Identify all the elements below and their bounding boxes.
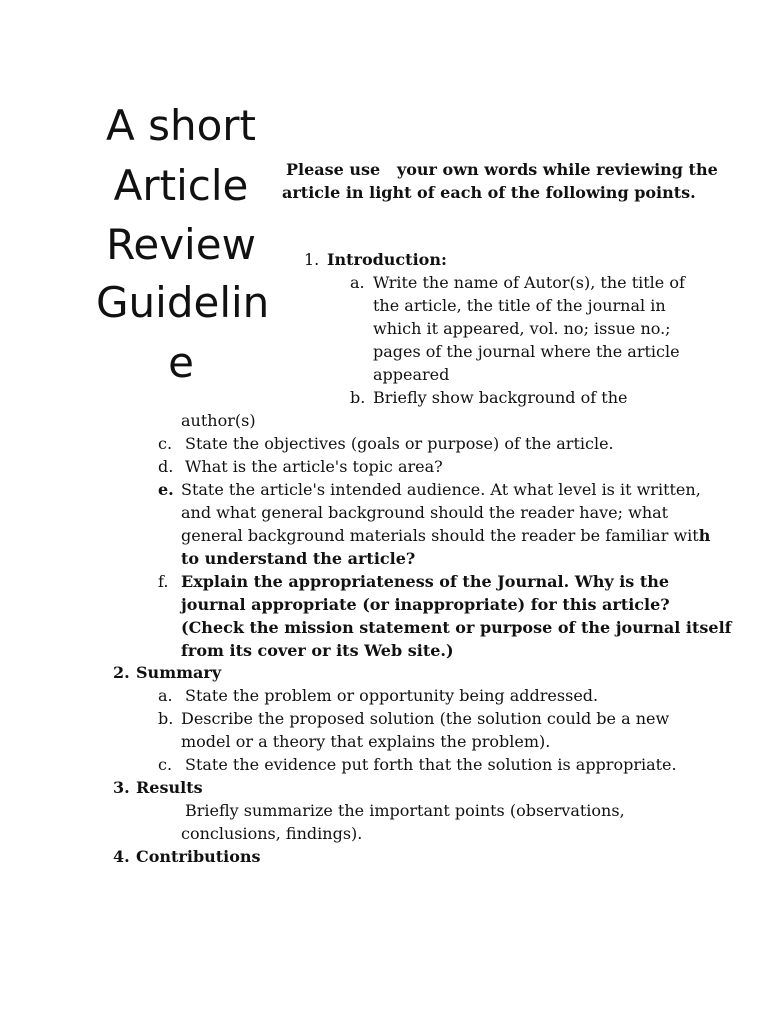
title-line: Article [113, 161, 249, 210]
item-marker: a. [350, 273, 365, 292]
section-number: 2. [113, 663, 130, 682]
item-line: What is the article's topic area? [185, 457, 443, 476]
body-line: Briefly summarize the important points (observations, [185, 801, 625, 820]
item-marker: e. [158, 480, 174, 499]
item-line: and what general background should the reader have; what [181, 503, 669, 522]
item-line [181, 524, 710, 547]
section-heading: Contributions [136, 847, 261, 866]
section-heading: Introduction: [327, 250, 447, 269]
section-heading: Results [136, 778, 203, 797]
item-line: State the article's intended audience. At what level is it written, [181, 480, 701, 499]
body-line: conclusions, findings). [181, 824, 363, 843]
section-heading: Summary [136, 663, 222, 682]
item-marker: b. [350, 388, 366, 407]
section-number: 3. [113, 778, 130, 797]
item-line: Explain the appropriateness of the Journal. Why is the [181, 572, 670, 591]
item-line: appeared [373, 365, 450, 384]
item-line: author(s) [181, 411, 256, 430]
item-marker: a. [158, 686, 173, 705]
item-line: State the problem or opportunity being addressed. [185, 686, 599, 705]
item-line: Briefly show background of the [373, 388, 628, 407]
section-number: 4. [113, 847, 130, 866]
item-line: pages of the journal where the article [373, 342, 680, 361]
item-marker: c. [158, 434, 173, 453]
title-line: Guidelin [96, 278, 270, 327]
item-line: Describe the proposed solution (the solution could be a new [181, 709, 670, 728]
item-line: (Check the mission statement or purpose of the journal itself [181, 618, 732, 637]
title-line: Review [106, 220, 256, 269]
item-line: which it appeared, vol. no; issue no.; [373, 319, 671, 338]
item-line: the article, the title of the journal in [373, 296, 666, 315]
item-marker: b. [158, 709, 174, 728]
item-line: State the objectives (goals or purpose) of the article. [185, 434, 614, 453]
item-line: Write the name of Autor(s), the title of [373, 273, 685, 292]
item-marker: f. [158, 572, 169, 591]
intro-line: article in light of each of the following points. [282, 183, 696, 202]
item-line: model or a theory that explains the problem). [181, 732, 551, 751]
item-marker: c. [158, 755, 173, 774]
title-line: e [168, 338, 194, 387]
item-marker: d. [158, 457, 174, 476]
item-line-bold-tail: h [698, 526, 711, 545]
title-line: A short [105, 101, 256, 150]
item-line: State the evidence put forth that the solution is appropriate. [185, 755, 677, 774]
item-line: from its cover or its Web site.) [181, 641, 454, 660]
section-number: 1. [304, 250, 320, 269]
intro-line: Please use your own words while reviewing the [286, 160, 718, 179]
item-line: journal appropriate (or inappropriate) for this article? [181, 595, 670, 614]
item-line-text: general background materials should the reader be familiar wit [181, 526, 699, 545]
item-line: to understand the article? [181, 549, 416, 568]
